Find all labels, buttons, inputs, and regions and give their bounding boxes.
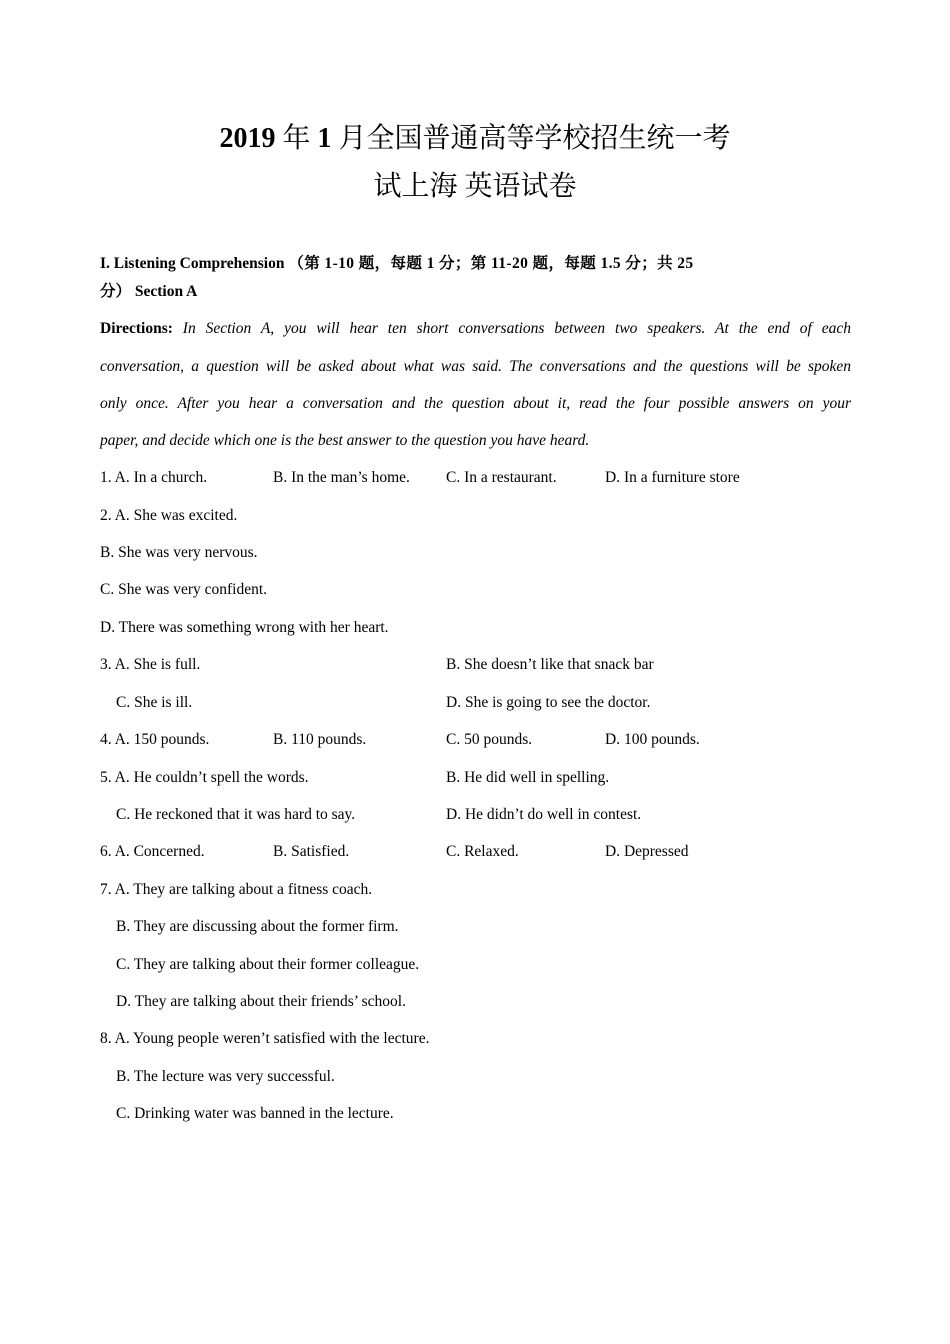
q2-option-d: D. There was something wrong with her heart. [100,619,389,636]
q5-option-b: B. He did well in spelling. [446,769,610,786]
q4-option-d: D. 100 pounds. [605,731,700,748]
title-year-char: 年 [282,123,311,154]
exam-title-line-1 [0,122,950,156]
q2-option-c: C. She was very confident. [100,581,268,598]
section-name: Section A [134,283,198,300]
q5-option-c: C. He reckoned that it was hard to say. [116,806,356,823]
q7-option-d: D. They are talking about their friends’ school. [116,993,406,1010]
q5-option-a: 5. A. He couldn’t spell the words. [100,769,309,786]
q2-option-b: B. She was very nervous. [100,544,258,561]
title-year: 2019 [219,123,276,154]
section-heading-cn: （第 1-10 题，每题 1 分；第 11-20 题，每题 1.5 分；共 25 [288,255,694,272]
q8-option-b: B. The lecture was very successful. [116,1068,335,1085]
q3-option-c: C. She is ill. [116,694,193,711]
q6-option-c: C. Relaxed. [446,843,519,860]
q2-option-a: 2. A. She was excited. [100,507,238,524]
q6-option-a: 6. A. Concerned. [100,843,205,860]
q4-option-a: 4. A. 150 pounds. [100,731,210,748]
q5-option-d: D. He didn’t do well in contest. [446,806,642,823]
q3-option-b: B. She doesn’t like that snack bar [446,656,654,673]
q7-option-a: 7. A. They are talking about a fitness coach. [100,881,373,898]
title-line1-rest: 月全国普通高等学校招生统一考 [338,123,731,154]
exam-title-line-2: 试上海 英语试卷 [373,171,577,202]
q6-option-b: B. Satisfied. [273,843,350,860]
q4-option-c: C. 50 pounds. [446,731,533,748]
directions-line-3: only once. After you hear a conversation and the question about it, read the four possible answers on your [100,395,851,412]
section-heading-cn-end: 分） [100,283,132,300]
title-month: 1 [317,123,332,154]
q7-option-c: C. They are talking about their former colleague. [116,956,420,973]
directions-line-4: paper, and decide which one is the best answer to the question you have heard. [100,432,590,449]
q4-option-b: B. 110 pounds. [273,731,367,748]
q1-option-c: C. In a restaurant. [446,469,557,486]
q8-option-a: 8. A. Young people weren’t satisfied with the lecture. [100,1030,430,1047]
section-heading-continued [100,282,197,302]
section-heading [100,254,694,274]
directions-label: Directions: [100,320,173,337]
q1-option-a: 1. A. In a church. [100,469,208,486]
section-heading-en: I. Listening Comprehension [100,255,285,272]
directions-line-1 [100,319,851,339]
q8-option-c: C. Drinking water was banned in the lecture. [116,1105,394,1122]
q6-option-d: D. Depressed [605,843,689,860]
q3-option-d: D. She is going to see the doctor. [446,694,651,711]
q1-option-d: D. In a furniture store [605,469,740,486]
q1-option-b: B. In the man’s home. [273,469,410,486]
q3-option-a: 3. A. She is full. [100,656,201,673]
directions-line-2: conversation, a question will be asked about what was said. The conversations and the questions will be spoken [100,358,851,375]
directions-text-1: In Section A, you will hear ten short conversations between two speakers. At the end of each [182,320,851,337]
q7-option-b: B. They are discussing about the former firm. [116,918,399,935]
